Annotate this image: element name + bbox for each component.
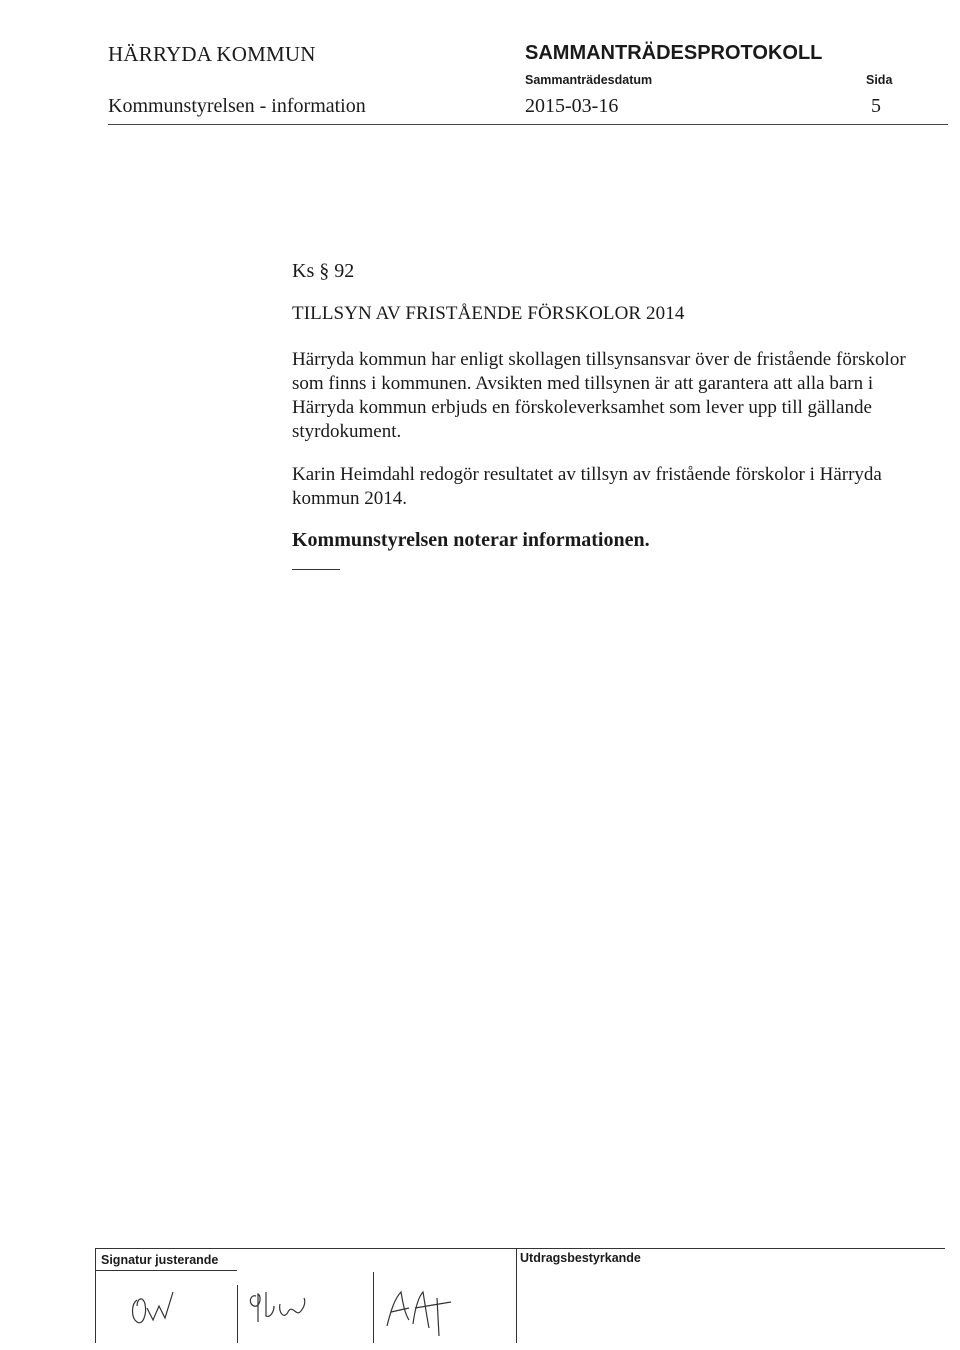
extract-certification-label: Utdragsbestyrkande [520, 1251, 641, 1265]
page-number: 5 [871, 95, 881, 117]
body-paragraph: Härryda kommun har enligt skollagen tillsynsansvar över de fristående förskolor som finns i kommunen. Avsikten med tillsynen är att garantera att alla barn i Härryda kommun erbjuds en förskoleverksamhet som lever upp till gällande styrdokument. [292, 349, 906, 442]
section-title: TILLSYN AV FRISTÅENDE FÖRSKOLOR 2014 [292, 303, 685, 324]
signature-divider [373, 1272, 374, 1343]
handwritten-signature [123, 1278, 203, 1330]
signature-divider [237, 1285, 238, 1343]
signature-label: Signatur justerande [101, 1253, 219, 1267]
section-end-dash [292, 569, 340, 570]
decision-statement: Kommunstyrelsen noterar informationen. [292, 529, 650, 551]
handwritten-signature [244, 1282, 334, 1332]
meeting-date-label: Sammanträdesdatum [525, 73, 653, 87]
signature-label-underline [95, 1270, 237, 1271]
page-label: Sida [866, 73, 893, 87]
protocol-title: SAMMANTRÄDESPROTOKOLL [525, 42, 823, 64]
municipality-name: HÄRRYDA KOMMUN [108, 42, 316, 66]
department-name: Kommunstyrelsen - information [108, 95, 366, 117]
handwritten-signature [379, 1278, 469, 1342]
meeting-date: 2015-03-16 [525, 95, 619, 117]
section-reference: Ks § 92 [292, 260, 355, 282]
header-divider [108, 124, 948, 125]
body-paragraph: Karin Heimdahl redogör resultatet av tillsyn av fristående förskolor i Härryda kommun 2014. [292, 464, 882, 509]
